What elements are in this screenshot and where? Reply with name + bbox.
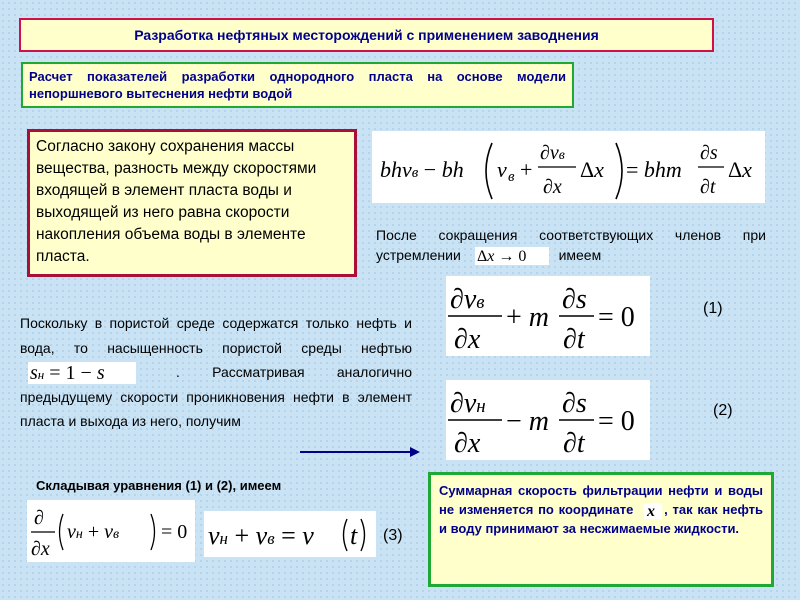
slide-title: Разработка нефтяных месторождений с применением заводнения (19, 18, 714, 52)
svg-text:vн + vв: vн + vв (67, 521, 120, 543)
arrow-icon (300, 445, 422, 459)
svg-text:∂vв: ∂vв (540, 142, 565, 164)
porous-medium-text: Поскольку в пористой среде содержатся только нефть и вода, то насыщенность пористой среды нефтью sн = 1 − s . Рассматривая аналогично предыдущему скорости проникновения нефти в элемент пласта и выхода из него, получим (20, 315, 412, 429)
equation-2-number: (2) (713, 402, 733, 419)
svg-text:в: в (508, 169, 515, 185)
after-reduction-text: После сокращения соответствующих членов при устремлении Δx → 0 имеем (376, 227, 766, 266)
svg-text:+: + (520, 157, 533, 182)
balance-equation (372, 131, 765, 203)
svg-text:∂t: ∂t (700, 176, 716, 198)
svg-text:v: v (497, 157, 507, 182)
svg-text:= 0: = 0 (598, 302, 635, 333)
svg-text:t: t (350, 521, 358, 550)
adding-equations-text: Складывая уравнения (1) и (2), имеем (36, 478, 282, 493)
svg-text:Δx: Δx (580, 157, 604, 182)
slide-subtitle: Расчет показателей разработки однородного пласта на основе модели непоршневого вытеснения нефти водой (21, 62, 574, 108)
svg-text:∂x: ∂x (454, 428, 481, 459)
svg-text:bhvв − bh: bhvв − bh (380, 157, 464, 182)
svg-text:= bhm: = bhm (626, 157, 682, 182)
svg-text:= 0: = 0 (161, 521, 188, 543)
sum-derivative-equation (27, 500, 195, 562)
svg-text:∂s: ∂s (562, 388, 587, 419)
svg-text:Δx → 0: Δx → 0 (476, 248, 527, 266)
equation-3 (204, 511, 376, 557)
limit-formula (475, 247, 549, 265)
svg-text:+ m: + m (506, 302, 550, 333)
svg-text:∂s: ∂s (562, 284, 587, 315)
svg-text:− m: − m (506, 406, 550, 437)
svg-text:∂t: ∂t (563, 428, 585, 459)
oil-saturation-formula (28, 362, 136, 384)
svg-text:∂vв: ∂vв (450, 284, 485, 315)
summary-box: Суммарная скорость фильтрации нефти и воды не изменяется по координате x , так как нефть и воду принимают за несжимаемые жидкости. (428, 472, 774, 587)
svg-text:∂: ∂ (34, 507, 44, 529)
equation-2 (446, 380, 650, 460)
svg-text:∂x: ∂x (543, 176, 562, 198)
svg-text:∂vн: ∂vн (450, 388, 486, 419)
svg-text:∂t: ∂t (563, 324, 585, 355)
equation-1-number: (1) (703, 300, 723, 317)
coordinate-x-formula (644, 503, 662, 519)
svg-text:= 0: = 0 (598, 406, 635, 437)
svg-text:Δx: Δx (728, 157, 752, 182)
svg-text:∂s: ∂s (700, 142, 718, 164)
svg-text:sн = 1 − s: sн = 1 − s (30, 362, 105, 385)
equation-1 (446, 276, 650, 356)
svg-text:vн + vв = v: vн + vв = v (208, 521, 314, 550)
svg-text:x: x (647, 502, 656, 519)
svg-text:∂x: ∂x (31, 538, 50, 560)
mass-conservation-text: Согласно закону сохранения массы вещества, разность между скоростями входящей в элемент пласта воды и выходящей из него равна скорости накопления объема воды в элементе пласта. (27, 129, 357, 277)
equation-3-number: (3) (383, 527, 403, 544)
svg-text:∂x: ∂x (454, 324, 481, 355)
